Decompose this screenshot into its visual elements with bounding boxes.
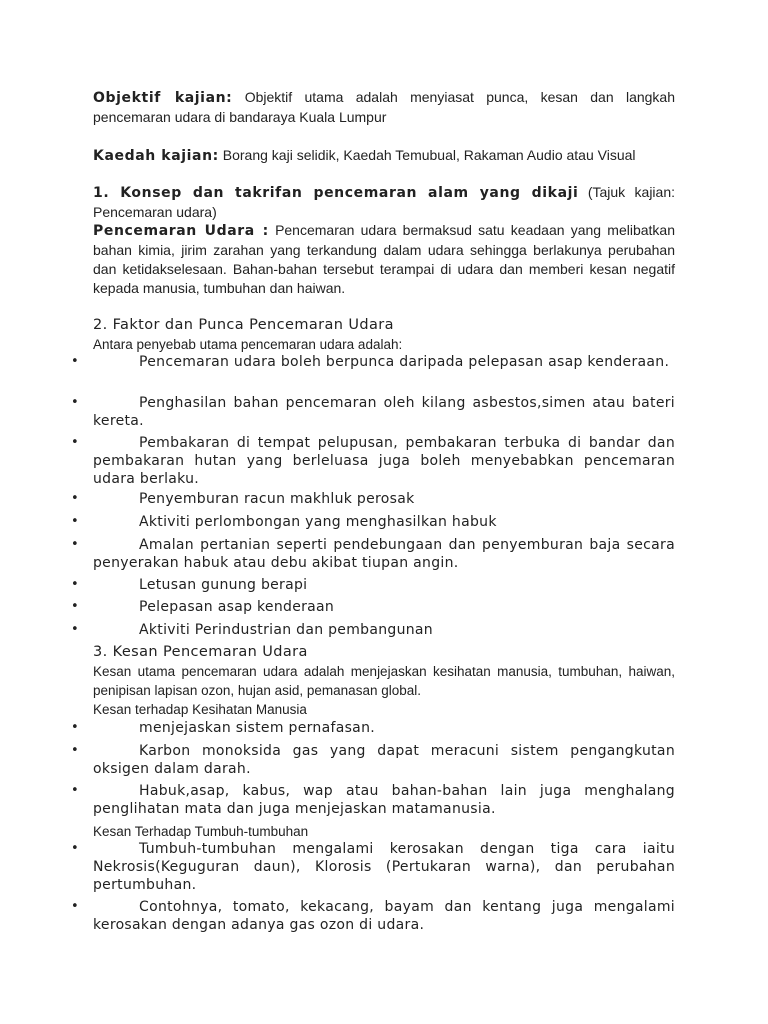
list-item: Pelepasan asap kenderaan — [139, 599, 335, 615]
list-item: Contohnya, tomato, kekacang, bayam dan kentang juga mengalami kerosakan dengan adanya gas ozon di udara. — [93, 899, 675, 933]
list-item: Pencemaran udara boleh berpunca daripada pelepasan asap kenderaan. — [139, 354, 670, 370]
section3-intro: Kesan utama pencemaran udara adalah menjejaskan kesihatan manusia, tumbuhan, haiwan, penipisan lapisan ozon, hujan asid, pemanasan global. — [93, 664, 675, 698]
bullet-marker: • — [71, 577, 79, 592]
bullet-marker: • — [71, 491, 79, 506]
bullet-marker: • — [71, 841, 79, 856]
objective-text: Objektif utama adalah menyiasat punca, kesan dan langkah pencemaran udara di bandaraya Kuala Lumpur — [93, 89, 675, 125]
section1-note: (Tajuk kajian: Pencemaran udara) — [93, 184, 676, 220]
bullet-marker: • — [71, 599, 79, 614]
section3-heading: 3. Kesan Pencemaran Udara — [93, 644, 308, 660]
definition-label: Pencemaran Udara : — [93, 223, 269, 239]
definition-paragraph — [93, 221, 675, 298]
objective-label: Objektif kajian: — [93, 90, 233, 106]
objective-paragraph — [93, 88, 675, 127]
list-item: Amalan pertanian seperti pendebungaan dan penyemburan baja secara penyerakan habuk atau debu akibat tiupan angin. — [93, 537, 675, 571]
list-item: Aktiviti perlombongan yang menghasilkan habuk — [139, 514, 497, 530]
list-item: Aktiviti Perindustrian dan pembangunan — [139, 622, 433, 638]
bullet-marker: • — [71, 537, 79, 552]
bullet-marker: • — [71, 899, 79, 914]
subheading-plants: Kesan Terhadap Tumbuh-tumbuhan — [93, 824, 309, 839]
bullet-marker: • — [71, 622, 79, 637]
method-label: Kaedah kajian: — [93, 148, 219, 164]
method-paragraph — [93, 146, 675, 166]
definition-text: Pencemaran udara bermaksud satu keadaan yang melibatkan bahan kimia, jirim zarahan yang terkandung dalam udara sehingga berlakunya perubahan dan ketidakselesaan. Bahan-bahan tersebut terampai di udara dan memberi kesan negatif kepada manusia, tumbuhan dan haiwan. — [93, 222, 675, 296]
subheading-human-health: Kesan terhadap Kesihatan Manusia — [93, 702, 307, 717]
method-text: Borang kaji selidik, Kaedah Temubual, Rakaman Audio atau Visual — [222, 147, 636, 163]
bullet-marker: • — [71, 395, 79, 410]
section1-heading: 1. Konsep dan takrifan pencemaran alam yang dikaji — [93, 185, 579, 201]
list-item: Pembakaran di tempat pelupusan, pembakaran terbuka di bandar dan pembakaran hutan yang berleluasa juga boleh menyebabkan pencemaran udara berlaku. — [93, 435, 675, 487]
list-item: Tumbuh-tumbuhan mengalami kerosakan dengan tiga cara iaitu Nekrosis(Keguguran daun), Klorosis (Pertukaran warna), dan perubahan pertumbuhan. — [93, 841, 675, 893]
list-item: Penghasilan bahan pencemaran oleh kilang asbestos,simen atau bateri kereta. — [93, 395, 675, 429]
list-item: Karbon monoksida gas yang dapat meracuni sistem pengangkutan oksigen dalam darah. — [93, 743, 675, 777]
section2-intro: Antara penyebab utama pencemaran udara adalah: — [93, 337, 403, 352]
bullet-marker: • — [71, 354, 79, 369]
list-item: Letusan gunung berapi — [139, 577, 308, 593]
bullet-marker: • — [71, 720, 79, 735]
section1-heading-block — [93, 183, 675, 222]
list-item: Penyemburan racun makhluk perosak — [139, 491, 415, 507]
list-item: menjejaskan sistem pernafasan. — [139, 720, 375, 736]
bullet-marker: • — [71, 783, 79, 798]
bullet-marker: • — [71, 435, 79, 450]
bullet-marker: • — [71, 743, 79, 758]
section2-heading: 2. Faktor dan Punca Pencemaran Udara — [93, 317, 394, 333]
list-item: Habuk,asap, kabus, wap atau bahan-bahan lain juga menghalang penglihatan mata dan juga menjejaskan matamanusia. — [93, 783, 675, 817]
bullet-marker: • — [71, 514, 79, 529]
